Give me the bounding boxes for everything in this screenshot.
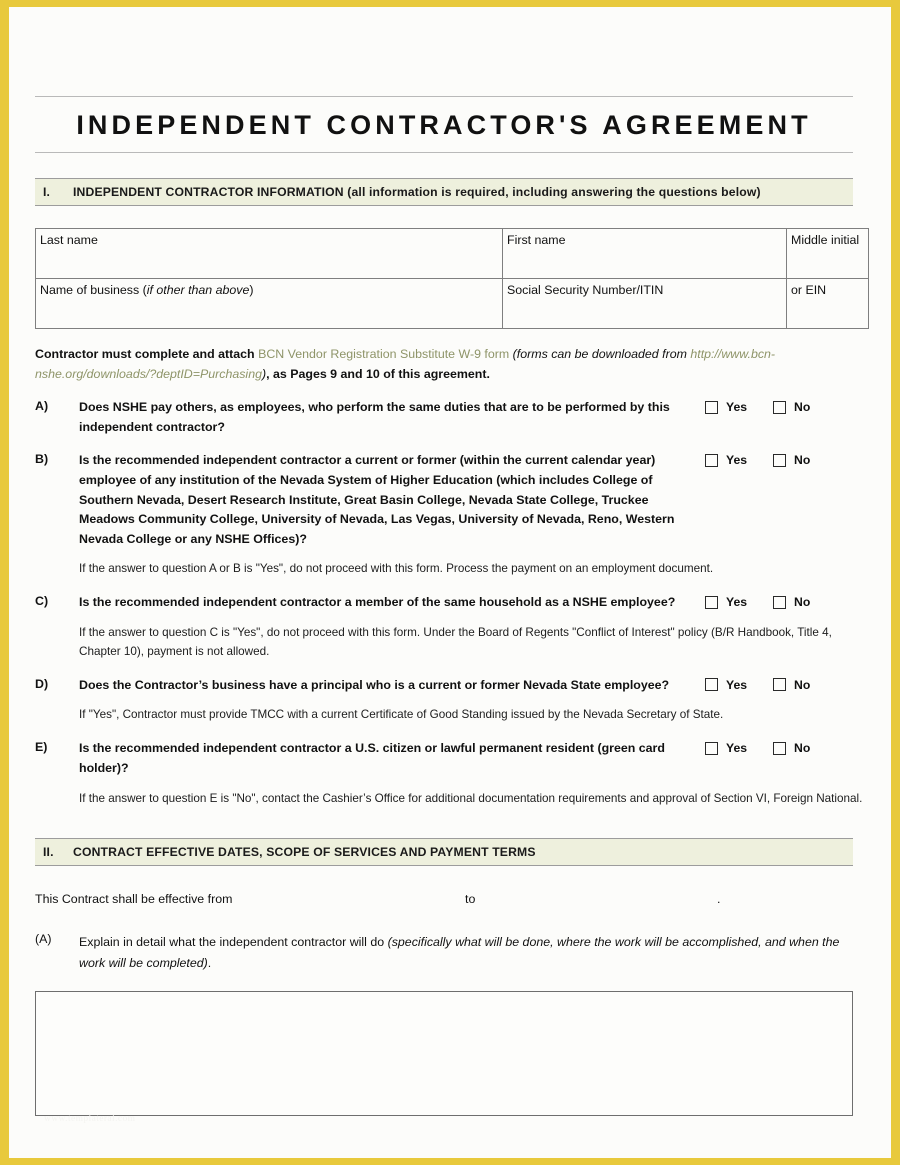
question-d-answers [705, 676, 853, 692]
bcn-download-url-link[interactable]: http://www.bcn-nshe.org/downloads/?deptID=Purchasing [35, 347, 776, 382]
question-d-row [35, 676, 853, 696]
checkbox-icon[interactable] [705, 401, 718, 414]
question-c-note: If the answer to question C is "Yes", do not proceed with this form. Under the Board of Regents "Conflict of Interest" policy (B/R Handbook, Title 4, Chapter 10), payment is not allowed. [79, 625, 832, 658]
section-2-numeral: II. [43, 845, 54, 860]
question-c-block [35, 593, 853, 662]
spacer-after-title [35, 153, 853, 178]
question-b-block [35, 451, 853, 579]
question-b-note: If the answer to question A or B is "Yes", do not proceed with this form. Process the payment on an employment document. [79, 562, 714, 576]
attach-italic-mid: (forms can be downloaded from [509, 347, 691, 361]
question-e-row [35, 739, 853, 778]
scope-text-italic: (specifically what will be done, where the work will be accomplished, and when the work will be completed) [79, 935, 840, 970]
attach-lead-text: Contractor must complete and attach [35, 347, 259, 361]
checkbox-icon[interactable] [705, 742, 718, 755]
question-c-no-option[interactable] [773, 595, 810, 609]
question-c-answers [705, 593, 853, 609]
question-d-letter: D) [35, 676, 49, 691]
question-e-yes-label: Yes [726, 741, 748, 756]
question-d-note: If "Yes", Contractor must provide TMCC with a current Certificate of Good Standing issued by the Nevada Secretary of State. [79, 708, 724, 722]
table-row-business [36, 279, 869, 329]
question-e-text: Is the recommended independent contractor a U.S. citizen or lawful permanent resident (green card holder)? [79, 741, 665, 775]
question-c-yes-label: Yes [726, 595, 748, 610]
question-a-yes-option[interactable] [705, 400, 747, 414]
checkbox-icon[interactable] [705, 596, 718, 609]
effective-from-label: This Contract shall be effective from [35, 892, 233, 907]
scope-text-plain: Explain in detail what the independent contractor will do [79, 935, 388, 950]
question-d-yes-option[interactable] [705, 678, 747, 692]
scope-item-a-text [79, 932, 853, 972]
checkbox-icon[interactable] [773, 401, 786, 414]
first-name-label: First name [507, 233, 566, 247]
checkbox-icon[interactable] [705, 454, 718, 467]
cell-last-name[interactable] [36, 229, 503, 279]
page-title: INDEPENDENT CONTRACTOR'S AGREEMENT [76, 110, 812, 140]
effective-to-label: to [465, 892, 476, 907]
watermark-text: www.templateral.com [44, 1114, 136, 1124]
scope-item-a-row [35, 932, 853, 972]
question-d-yes-label: Yes [726, 677, 748, 692]
cell-business-name[interactable] [36, 279, 503, 329]
question-b-no-label: No [794, 453, 811, 468]
question-c-no-label: No [794, 595, 811, 610]
question-a-row [35, 398, 853, 437]
section-2-wrapper [35, 838, 853, 866]
middle-initial-label: Middle initial [791, 233, 860, 247]
question-a-block [35, 398, 853, 437]
business-name-suffix: ) [249, 283, 254, 297]
question-c-letter: C) [35, 594, 49, 609]
question-b-yes-option[interactable] [705, 453, 747, 467]
question-a-letter: A) [35, 399, 49, 414]
business-name-prefix: Name of business ( [40, 283, 147, 297]
question-b-yes-label: Yes [726, 453, 748, 468]
cell-or-ein[interactable] [787, 279, 869, 329]
table-row-names [36, 229, 869, 279]
attach-tail-text: , as Pages 9 and 10 of this agreement. [266, 367, 490, 382]
question-e-note: If the answer to question E is "No", contact the Cashier’s Office for additional documentation requirements and approval of Section VI, Foreign National. [79, 791, 863, 805]
question-e-no-option[interactable] [773, 741, 810, 755]
question-a-no-label: No [794, 400, 811, 415]
question-d-no-option[interactable] [773, 678, 810, 692]
attach-italic-close: ) [261, 367, 267, 382]
question-a-text: Does NSHE pay others, as employees, who perform the same duties that are to be performed by this independent contractor? [79, 400, 670, 434]
question-e-letter: E) [35, 740, 48, 755]
question-b-text: Is the recommended independent contractor a current or former (within the current calendar year) employee of any institution of the Nevada System of Higher Education (which includes College of Southern Nevada, Desert Research Institute, Great Basin College, Nevada State College, Truckee Meadows Community College, University of Nevada, Las Vegas, University of Nevada, Reno, Western Nevada College or any NSHE Offices)? [79, 453, 675, 546]
checkbox-icon[interactable] [773, 678, 786, 691]
question-c-row [35, 593, 853, 613]
question-e-no-label: No [794, 741, 811, 756]
question-b-row [35, 451, 853, 549]
checkbox-icon[interactable] [773, 742, 786, 755]
cell-ssn-itin[interactable] [503, 279, 787, 329]
w9-form-link[interactable]: BCN Vendor Registration Substitute W-9 form [258, 347, 510, 361]
scope-text-end: . [207, 955, 212, 970]
contractor-info-table [35, 228, 869, 329]
effective-dates-line [35, 892, 853, 910]
question-a-answers [705, 398, 853, 414]
effective-period-mark: . [717, 892, 721, 907]
last-name-label: Last name [40, 233, 98, 247]
question-e-yes-option[interactable] [705, 741, 747, 755]
section-header-2 [35, 838, 853, 866]
question-e-block [35, 739, 863, 808]
ssn-itin-label: Social Security Number/ITIN [507, 283, 664, 297]
question-a-yes-label: Yes [726, 400, 748, 415]
question-d-text: Does the Contractor’s business have a principal who is a current or former Nevada State employee? [79, 677, 670, 692]
business-name-italic: if other than above [146, 283, 250, 297]
section-1-heading: INDEPENDENT CONTRACTOR INFORMATION (all information is required, including answering the questions below) [73, 185, 761, 199]
scope-item-a-letter: (A) [35, 932, 52, 947]
question-c-yes-option[interactable] [705, 595, 747, 609]
question-d-block [35, 676, 853, 726]
attach-paragraph [35, 344, 853, 384]
checkbox-icon[interactable] [773, 596, 786, 609]
section-1-numeral: I. [43, 185, 51, 199]
scope-description-textbox[interactable] [35, 991, 853, 1116]
question-b-no-option[interactable] [773, 453, 810, 467]
checkbox-icon[interactable] [773, 454, 786, 467]
section-header-1 [35, 178, 853, 206]
question-e-answers [705, 739, 853, 755]
section-2-heading: CONTRACT EFFECTIVE DATES, SCOPE OF SERVICES AND PAYMENT TERMS [73, 845, 536, 860]
document-content [35, 96, 863, 1116]
question-a-no-option[interactable] [773, 400, 810, 414]
cell-middle-initial[interactable] [787, 229, 869, 279]
question-b-letter: B) [35, 452, 49, 467]
question-c-text: Is the recommended independent contractor a member of the same household as a NSHE employee? [79, 595, 676, 610]
checkbox-icon[interactable] [705, 678, 718, 691]
business-name-label [40, 284, 502, 298]
question-b-answers [705, 451, 853, 467]
cell-first-name[interactable] [503, 229, 787, 279]
or-ein-label: or EIN [791, 283, 827, 297]
question-d-no-label: No [794, 677, 811, 692]
